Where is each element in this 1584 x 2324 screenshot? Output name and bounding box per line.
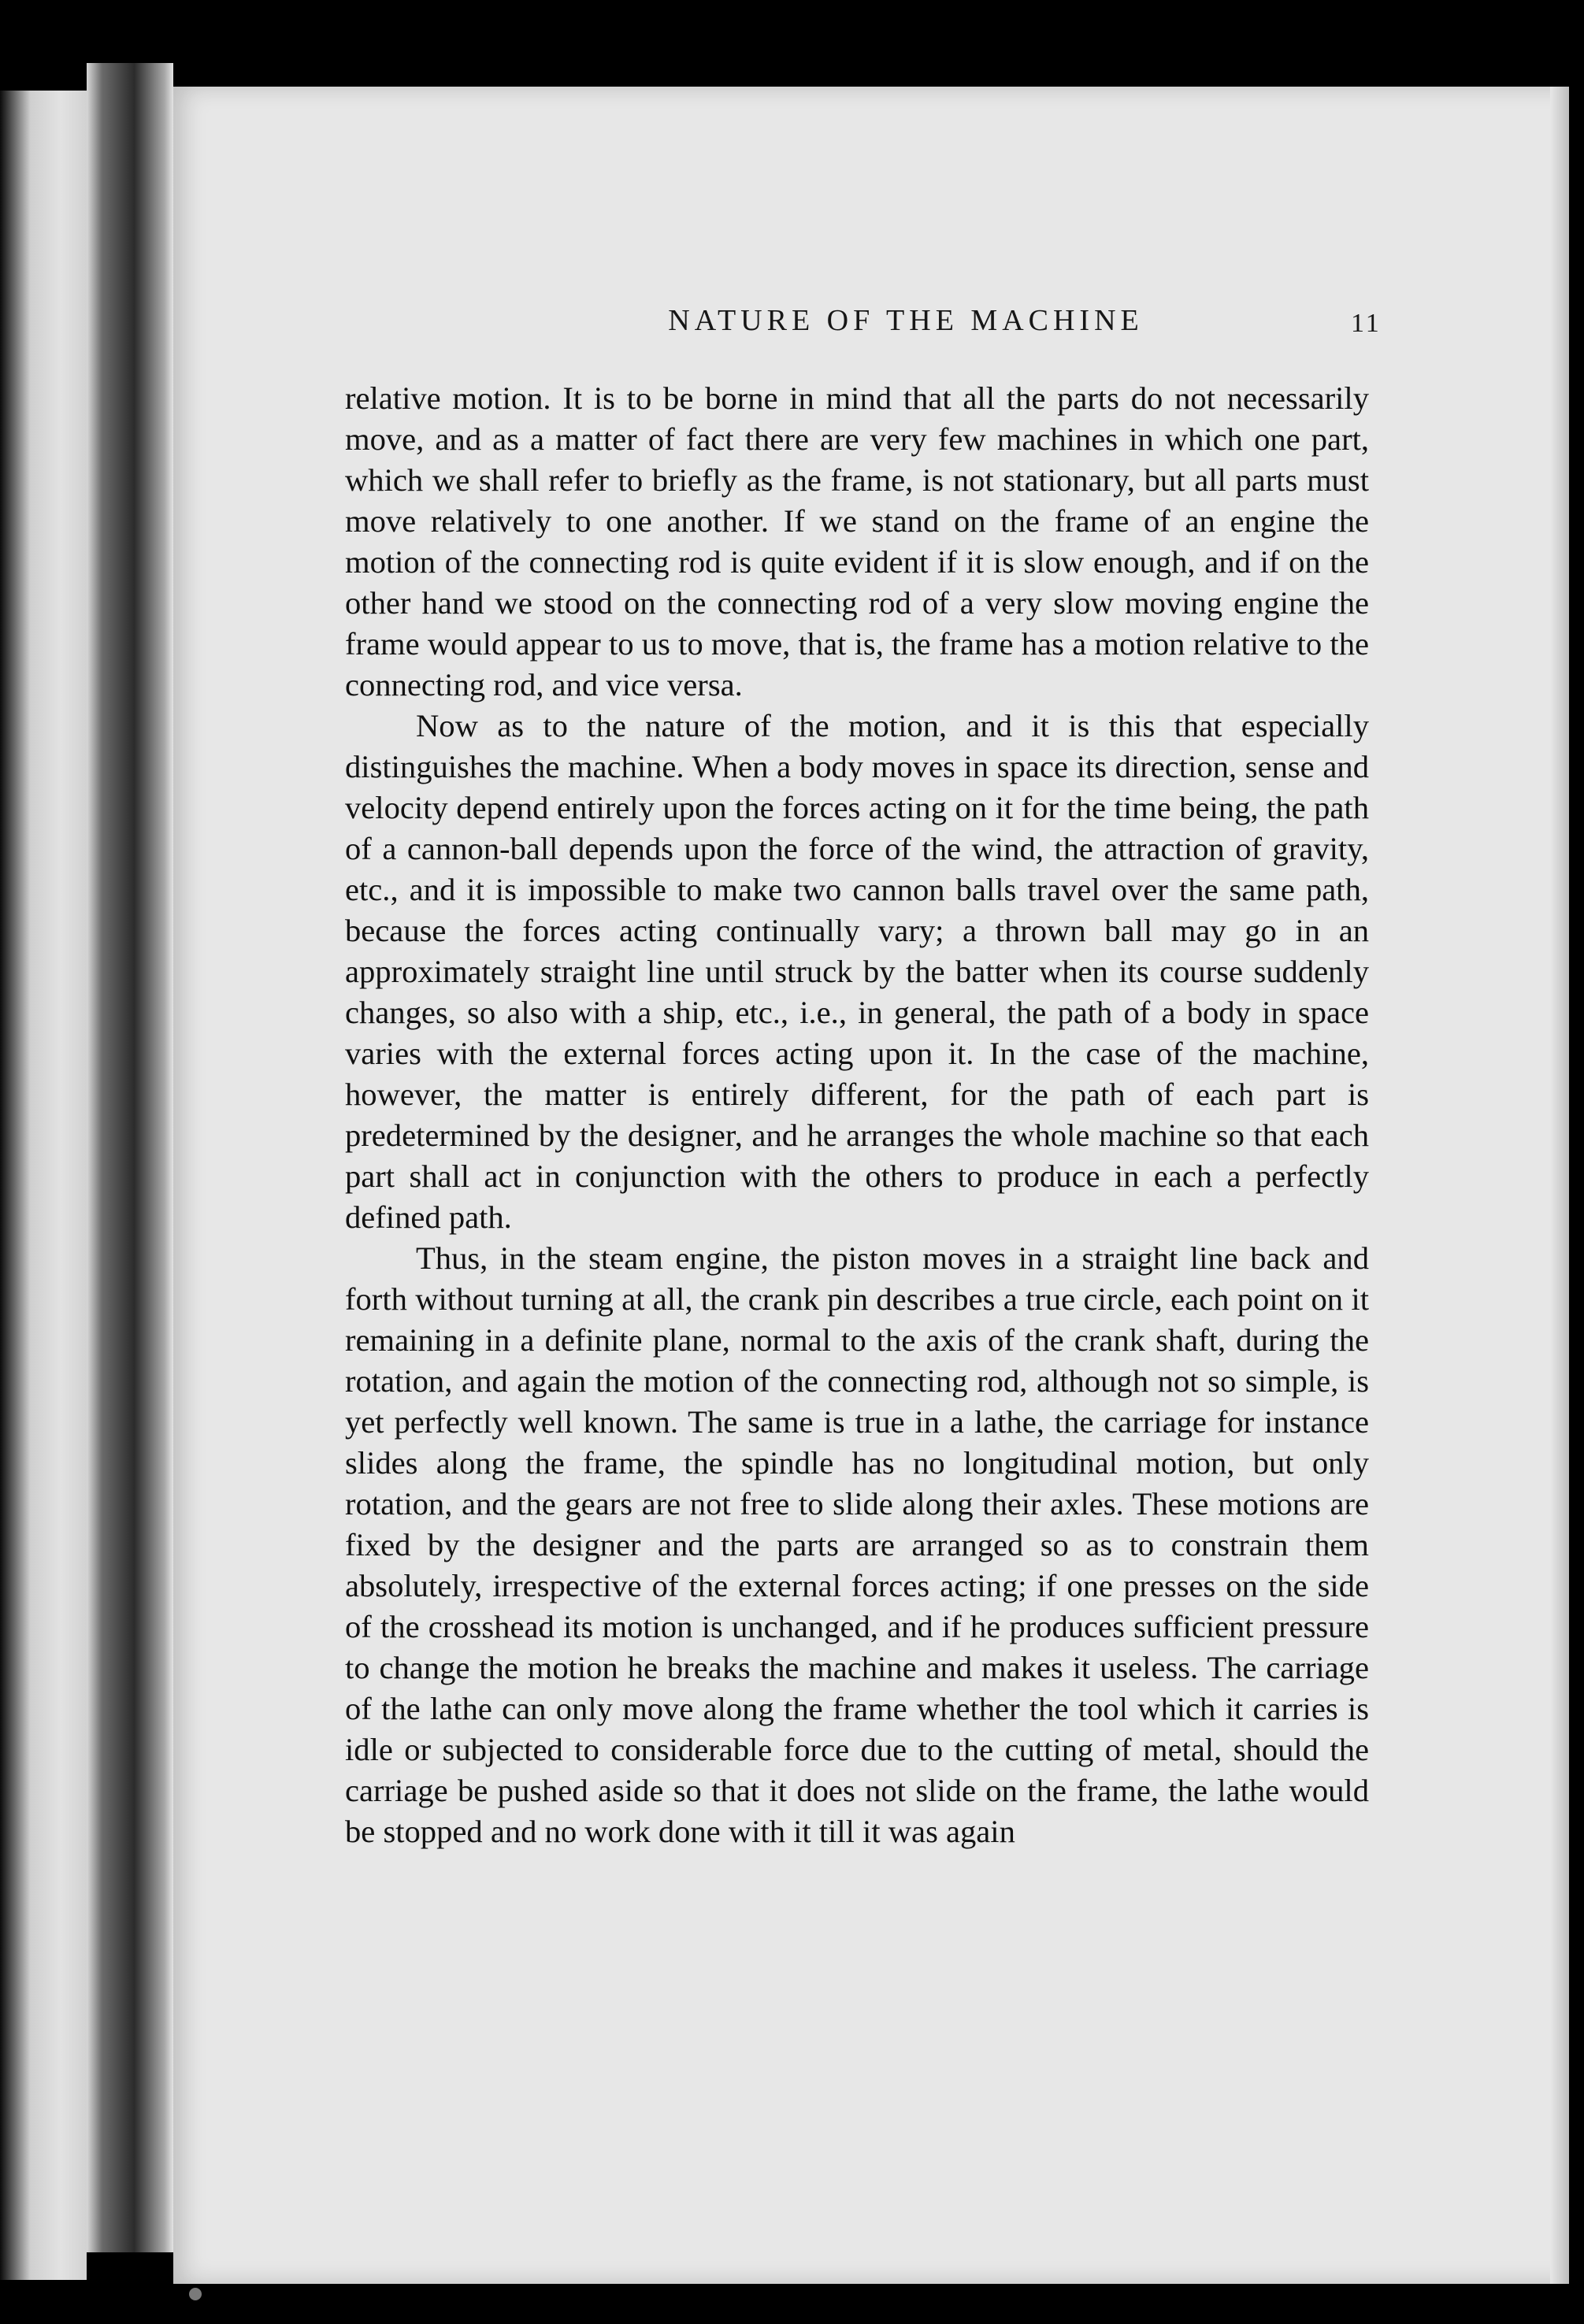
page-edge-shadow	[1550, 87, 1569, 2284]
paragraph: Thus, in the steam engine, the piston moves in a straight line back and forth without turning at all, the crank pin describes a true circle, each point on it remaining in a definite plane, normal to the axis of the crank shaft, during the rotation, and again the motion of the connecting rod, although not so simple, is yet perfectly well known. The same is true in a lathe, the carriage for instance slides along the frame, the spindle has no longitudinal motion, but only rotation, and the gears are not free to slide along their axles. These motions are fixed by the designer and the parts are arranged so as to constrain them absolutely, irrespective of the external forces acting; if one presses on the side of the crosshead its motion is unchanged, and if he produces sufficient pressure to change the motion he breaks the machine and makes it useless. The carriage of the lathe can only move along the frame whether the tool which it carries is idle or subjected to considerable force due to the cutting of metal, should the carriage be pushed aside so that it does not slide on the frame, the lathe would be stopped and no work done with it till it was again	[345, 1240, 1369, 1849]
page-number: 11	[1351, 309, 1382, 338]
scan-artifact-mark	[189, 2288, 202, 2300]
body-text	[345, 378, 1369, 1852]
paragraph: relative motion. It is to be borne in mind that all the parts do not necessarily move, and as a matter of fact there are very few machines in which one part, which we shall refer to briefly as the frame, is not stationary, but all parts must move relatively to one another. If we stand on the frame of an engine the motion of the connecting rod is quite evident if it is slow enough, and if on the other hand we stood on the connecting rod of a very slow moving engine the frame would appear to us to move, that is, the frame has a motion relative to the connecting rod, and vice versa.	[345, 380, 1369, 702]
book-binding-shadow	[87, 63, 173, 2252]
running-head: NATURE OF THE MACHINE	[668, 304, 1144, 337]
book-page	[173, 87, 1569, 2284]
paragraph: Now as to the nature of the motion, and it is this that especially distinguishes the machine. When a body moves in space its direction, sense and velocity depend entirely upon the forces acting on it for the time being, the path of a cannon-ball depends upon the force of the wind, the attraction of gravity, etc., and it is impossible to make two cannon balls travel over the same path, because the forces acting continually vary; a thrown ball may go in an approximately straight line until struck by the batter when its course suddenly changes, so also with a ship, etc., i.e., in general, the path of a body in space varies with the external forces acting upon it. In the case of the machine, however, the matter is entirely different, for the path of each part is predetermined by the designer, and he arranges the whole machine so that each part shall act in conjunction with the others to produce in each a perfectly defined path.	[345, 708, 1369, 1235]
left-page-edge	[0, 91, 87, 2280]
